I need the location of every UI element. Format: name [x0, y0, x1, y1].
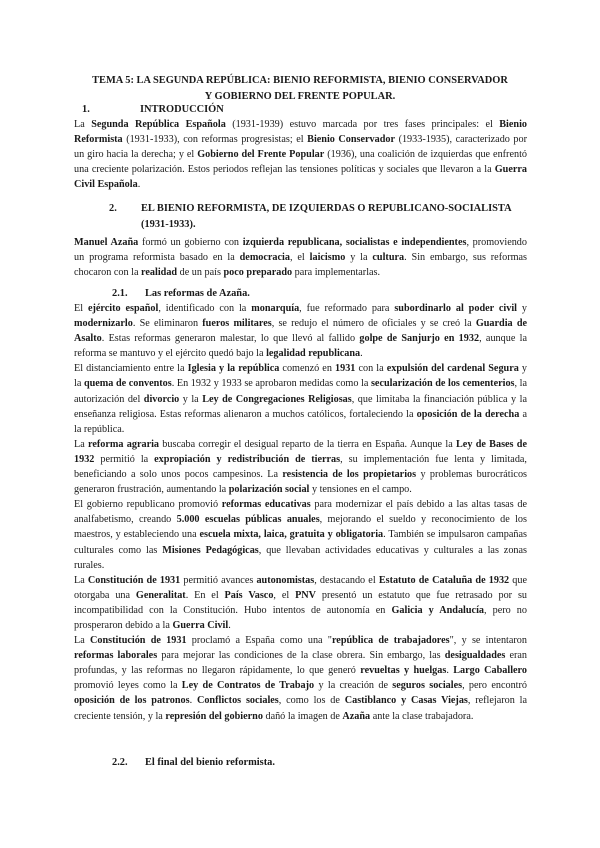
subsection-2-1-heading	[112, 286, 250, 302]
text-run: , fue reformado para	[299, 303, 395, 314]
bold-text: Segunda República Española	[91, 119, 226, 130]
bold-text: Galicia y Andalucía	[391, 604, 485, 616]
text-run: , identificado con la	[158, 303, 252, 314]
text-run: .	[189, 695, 197, 707]
bold-text: Guerra Civil Española	[74, 164, 527, 191]
text-run: La	[74, 119, 92, 130]
text-run: , que limitaba la financiación pública y la enseñanza religiosa. Estas reformas alienaron a muchos católicos, fortaleciendo la	[74, 393, 527, 420]
text-run: con la	[355, 363, 387, 375]
bold-text: Bienio Conservador	[307, 134, 396, 146]
bold-text: subordinarlo al poder civil	[394, 303, 517, 314]
text-run: , mejorando el sueldo y reconocimiento de los maestros, y estableciendo una	[74, 514, 527, 541]
text-run: , el	[289, 252, 310, 264]
document-title	[60, 73, 540, 104]
bold-text: polarización social	[228, 484, 310, 496]
bold-text: cultura	[372, 252, 405, 264]
paragraph-labour	[74, 633, 527, 724]
text-run: , se redujo el número de oficiales y se creó la	[271, 318, 476, 330]
text-run: permitió la	[94, 453, 155, 465]
bold-text: 5.000 escuelas públicas anuales	[176, 514, 320, 526]
text-run: , pero encontró	[462, 680, 527, 692]
bold-text: expulsión del cardenal Segura	[386, 363, 519, 375]
text-run: presentó un estatuto que fue retrasado por su incompatibilidad con la Constitución. Hubo intentos de autonomía en	[74, 589, 528, 616]
subsection-2-1-body	[74, 301, 527, 724]
subsection-2-1-title: Las reformas de Azaña.	[145, 288, 250, 299]
text-run: y	[517, 303, 528, 314]
bold-text: Ley de Bases de 1932	[74, 438, 527, 465]
bold-text: Constitución de 1931	[90, 635, 187, 647]
text-run: para modernizar el país debido a las altas tasas de analfabetismo, creando	[74, 499, 527, 526]
bold-text: Generalitat	[135, 589, 186, 601]
bold-text: república de trabajadores	[331, 635, 450, 647]
bold-text: Estatuto de Cataluña de 1932	[378, 574, 510, 586]
text-run: de un país	[177, 267, 224, 279]
bold-text: modernizarlo	[74, 318, 133, 330]
title-line-2: Y GOBIERNO DEL FRENTE POPULAR.	[204, 90, 396, 102]
text-run: y tensiones en el campo.	[309, 484, 412, 496]
bold-text: Misiones Pedagógicas	[162, 544, 259, 556]
bold-text: resistencia de los propietarios	[282, 469, 417, 481]
text-run: proclamó a España como una "	[186, 635, 332, 647]
text-run: , aunque la reforma se mantuvo y el ejército quedó bajo la	[74, 333, 527, 360]
bold-text: Gobierno del Frente Popular	[197, 149, 325, 161]
bold-text: reforma agraria	[88, 438, 160, 450]
bold-text: reformas laborales	[74, 650, 158, 662]
text-run: y la	[179, 393, 203, 405]
text-run: a la república.	[74, 408, 527, 435]
bold-text: legalidad republicana	[266, 348, 361, 360]
section-2-paragraph	[74, 235, 527, 280]
bold-text: País Vasco	[224, 589, 274, 601]
bold-text: Conflictos sociales	[196, 695, 279, 707]
text-run: permitió avances	[180, 574, 257, 586]
text-run: La	[74, 574, 88, 586]
text-run: eran profundas, y las reformas no llegaron rápidamente, lo que generó	[74, 650, 528, 677]
bold-text: monarquía	[251, 303, 300, 314]
bold-text: secularización de los cementerios	[370, 378, 515, 390]
section-2-title-line-1: EL BIENIO REFORMISTA, DE IZQUIERDAS O REPUBLICANO-SOCIALISTA	[141, 203, 512, 214]
bold-text: quema de conventos	[83, 378, 172, 390]
text-run: comenzó en	[279, 363, 335, 375]
text-run: .	[446, 665, 454, 677]
bold-text: reformas educativas	[221, 499, 311, 511]
section-2-heading	[109, 201, 529, 233]
paragraph-church	[74, 361, 527, 436]
paragraph-army	[74, 301, 527, 361]
text-run: . Estas reformas generaron malestar, lo que llevó al fallido	[101, 333, 360, 345]
subsection-2-2-number: 2.2.	[112, 757, 128, 768]
title-line-1: TEMA 5: LA SEGUNDA REPÚBLICA: BIENIO REFORMISTA, BIENIO CONSERVADOR	[92, 75, 508, 86]
section-1-paragraph	[74, 117, 527, 192]
bold-text: desigualdades	[444, 650, 506, 662]
bold-text: Azaña	[342, 710, 371, 722]
bold-text: oposición de la derecha	[416, 408, 520, 420]
section-1-number: 1.	[82, 104, 90, 115]
text-run: ", y se intentaron	[449, 635, 527, 647]
text-run: La	[74, 438, 89, 450]
bold-text: golpe de Sanjurjo en 1932	[359, 333, 480, 345]
text-run: y la creación de	[314, 680, 393, 692]
text-run: , reflejaron la creciente tensión, y la	[74, 695, 528, 722]
text-run: . También se impulsaron campañas culturales como las	[74, 529, 527, 556]
text-run: , promoviendo un programa reformista basado en la	[74, 237, 527, 264]
text-run: El gobierno republicano promovió	[74, 499, 222, 511]
subsection-2-2-title: El final del bienio reformista.	[145, 757, 275, 768]
bold-text: autonomistas	[256, 574, 315, 586]
text-run: promovió leyes como la	[74, 680, 182, 692]
text-run: La	[74, 635, 90, 647]
text-run: . Se eliminaron	[132, 318, 203, 330]
bold-text: divorcio	[143, 393, 180, 405]
bold-text: Iglesia y la república	[187, 363, 280, 375]
bold-text: escuela mixta, laica, gratuita y obligatoria	[199, 529, 384, 541]
bold-text: Manuel Azaña	[74, 237, 139, 248]
text-run: , como los de	[278, 695, 345, 707]
bold-text: revueltas y huelgas	[360, 665, 447, 677]
bold-text: Bienio Reformista	[74, 119, 528, 146]
text-run: para mejorar las condiciones de la clase obrera. Sin embargo, las	[157, 650, 445, 662]
bold-text: Guardia de Asalto	[74, 318, 528, 345]
bold-text: 1931	[335, 363, 356, 375]
text-run: y la	[345, 252, 373, 264]
section-1-title: INTRODUCCIÓN	[140, 104, 224, 115]
bold-text: fueros militares	[202, 318, 272, 330]
text-run: para implementarlas.	[292, 267, 381, 279]
bold-text: ejército español	[87, 303, 159, 314]
paragraph-autonomy	[74, 573, 527, 633]
text-run: . Sin embargo, sus reformas chocaron con la	[74, 252, 527, 279]
bold-text: PNV	[295, 589, 316, 601]
text-run: .	[360, 348, 363, 360]
subsection-2-2-heading	[112, 755, 275, 771]
text-run: El distanciamiento entre la	[74, 363, 188, 375]
text-run: .	[137, 179, 141, 191]
text-run: y problemas burocráticos generaron frustración, aumentando la	[74, 469, 528, 496]
bold-text: laicismo	[309, 252, 346, 264]
text-run: (1931-1939) estuvo marcada por tres fases principales: el	[225, 119, 500, 130]
bold-text: Ley de Contratos de Trabajo	[181, 680, 315, 692]
text-run: y la	[74, 363, 528, 390]
bold-text: democracia	[239, 252, 290, 264]
text-run: (1931-1933), con reformas progresistas; el	[122, 134, 308, 146]
text-run: . En el	[185, 589, 225, 601]
text-run: .	[228, 619, 231, 631]
bold-text: realidad	[141, 267, 178, 279]
text-run: , el	[273, 589, 296, 601]
subsection-2-1-number: 2.1.	[112, 288, 128, 299]
text-run: , su implementación fue lenta y limitada, beneficiando a solo unos pocos campesinos. La	[74, 453, 527, 481]
text-run: dañó la imagen de	[262, 710, 343, 722]
text-run: . En 1932 y 1933 se aprobaron medidas como la	[171, 378, 371, 390]
text-run: que otorgaba una	[74, 574, 527, 601]
text-run: formó un gobierno con	[138, 237, 243, 248]
text-run: El	[74, 303, 88, 314]
section-2-number: 2.	[109, 203, 117, 214]
bold-text: represión del gobierno	[165, 710, 263, 722]
paragraph-education	[74, 497, 527, 572]
text-run: , destacando el	[314, 574, 379, 586]
paragraph-agrarian	[74, 437, 527, 497]
bold-text: Largo Caballero	[453, 665, 527, 677]
text-run: , que llevaban actividades educativas y culturales a las zonas rurales.	[74, 544, 527, 571]
bold-text: izquierda republicana, socialistas e independientes	[242, 237, 467, 248]
bold-text: oposición de los patronos	[74, 695, 190, 707]
section-2-title-line-2: (1931-1933).	[141, 219, 196, 230]
section-1-heading	[82, 102, 224, 118]
bold-text: Castiblanco y Casas Viejas	[344, 695, 468, 707]
text-run: (1936), una coalición de izquierdas que enfrentó una creciente polarización. Estos periodos reflejan las tensiones políticas y sociales que llevaron a la	[74, 149, 527, 176]
bold-text: Guerra Civil	[172, 619, 229, 631]
text-run: ante la clase trabajadora.	[370, 710, 474, 722]
bold-text: Ley de Congregaciones Religiosas	[202, 393, 352, 405]
text-run: (1933-1935), caracterizado por un giro hacia la derecha; y el	[74, 134, 527, 161]
bold-text: seguros sociales	[392, 680, 463, 692]
bold-text: poco preparado	[223, 267, 293, 279]
text-run: , la autorización del	[74, 378, 527, 405]
bold-text: Constitución de 1931	[87, 574, 181, 586]
bold-text: expropiación y redistribución de tierras	[154, 453, 341, 465]
text-run: , pero no prosperaron debido a la	[74, 604, 527, 631]
text-run: buscaba corregir el desigual reparto de la tierra en España. Aunque la	[159, 438, 457, 450]
